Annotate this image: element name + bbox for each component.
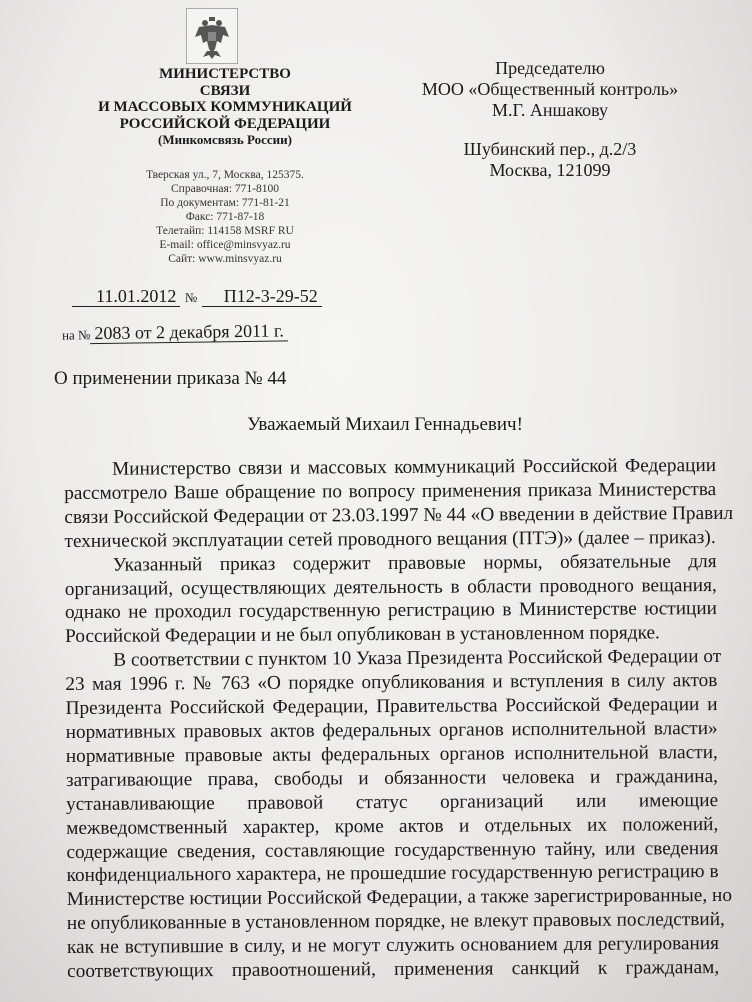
body-line: В соответствии с пунктом 10 Указа Президента Российской Федерации от	[113, 646, 722, 671]
fax-line: Факс: 771-87-18	[185, 211, 265, 223]
outgoing-registration	[72, 286, 322, 307]
ministry-name	[80, 66, 370, 149]
body-line: затрагивающие права, свободы и обязанности человека и гражданина,	[65, 765, 719, 791]
ministry-name-line: РОССИЙСКОЙ ФЕДЕРАЦИИ	[119, 115, 331, 132]
body-line: Указанный приказ содержит правовые нормы, обязательные для	[112, 550, 717, 576]
body-line: Министерстве юстиции Российской Федерации, а также зарегистрированные, но	[66, 885, 733, 911]
recipient-name: М.Г. Аншакову	[491, 100, 609, 120]
recipient-block	[400, 58, 700, 181]
double-headed-eagle-icon	[187, 9, 237, 63]
reply-reference	[62, 320, 288, 344]
documents-phone-line: По документам: 771-81-21	[160, 197, 290, 209]
teletype-line: Телетайп: 114158 MSRF RU	[156, 225, 294, 237]
body-line: технической эксплуатации сетей проводного вещания (ПТЭ)» (далее – приказ).	[64, 526, 716, 552]
body-line: Российской Федерации и не был опубликован в установленном порядке.	[65, 622, 660, 648]
letter-subject: О применении приказа № 44	[54, 368, 287, 389]
recipient-organization: МОО «Общественный контроль»	[421, 79, 679, 99]
body-line: нормативных правовых актов федеральных органов исполнительной власти»	[65, 717, 718, 743]
paragraph	[65, 550, 718, 650]
recipient-street: Шубинский пер., д.2/3	[463, 139, 637, 159]
body-line: однако не проходил государственную регистрацию в Министерстве юстиции	[64, 598, 717, 624]
coat-of-arms-emblem	[186, 8, 238, 64]
body-line: межведомственный характер, кроме актов и отдельных их положений,	[66, 813, 719, 839]
paragraph	[64, 454, 734, 554]
phone-line: Справочная: 771-8100	[171, 183, 279, 195]
ministry-name-line: МИНИСТЕРСТВО	[159, 66, 291, 82]
body-line: не опубликованные в установленном порядке, не влекут правовых последствий,	[66, 909, 725, 935]
address-line: Тверская ул., 7, Москва, 125375.	[146, 169, 304, 181]
paragraph	[65, 645, 733, 984]
email-line: E-mail: office@minsvyaz.ru	[159, 239, 291, 251]
body-line: Президента Российской Федерации, Правительства Российской Федерации и	[65, 694, 718, 720]
body-line: нормативные правовые акты федеральных органов исполнительной власти,	[65, 741, 718, 767]
body-line: как не вступившие в силу, и не могут служить основанием для регулирования	[66, 933, 720, 959]
ministry-contacts	[110, 168, 340, 266]
body-line: связи Российской Федерации от 23.03.1997 № 44 «О введении в действие Правил	[64, 502, 734, 528]
body-line: рассмотрело Ваше обращение по вопросу применения приказа Министерства	[64, 478, 717, 504]
letter-body	[64, 454, 734, 984]
body-line: 23 мая 1996 г. № 763 «О порядке опубликования и вступления в силу актов	[65, 670, 718, 696]
body-line: соответствующих правоотношений, применения санкций к гражданам,	[67, 957, 720, 983]
recipient-position: Председателю	[495, 58, 605, 78]
reply-label: на №	[61, 327, 91, 343]
body-line: устанавливающие правовой статус организаций или имеющие	[66, 789, 719, 815]
number-label: №	[184, 290, 198, 305]
ministry-short-name: (Минкомсвязь России)	[158, 132, 292, 147]
reply-ref: 2083 от 2 декабря 2011 г.	[90, 320, 288, 344]
body-line: Министерство связи и массовых коммуникаций Российской Федерации	[112, 455, 717, 480]
website-line: Сайт: www.minsvyaz.ru	[168, 253, 282, 265]
letter-number: П12-3-29-52	[202, 286, 322, 307]
letter-date: 11.01.2012	[72, 286, 180, 307]
ministry-name-line: СВЯЗИ	[199, 82, 251, 99]
ministry-name-line: И МАССОВЫХ КОММУНИКАЦИЙ	[98, 99, 352, 115]
body-line: организаций, осуществляющих деятельность в области проводного вещания,	[64, 574, 717, 600]
body-line: содержащие сведения, составляющие государственную тайну, или сведения	[66, 837, 719, 863]
recipient-city: Москва, 121099	[489, 160, 611, 180]
body-line: конфиденциального характера, не прошедшие государственную регистрацию в	[66, 861, 719, 887]
greeting: Уважаемый Михаил Геннадьевич!	[247, 414, 523, 435]
